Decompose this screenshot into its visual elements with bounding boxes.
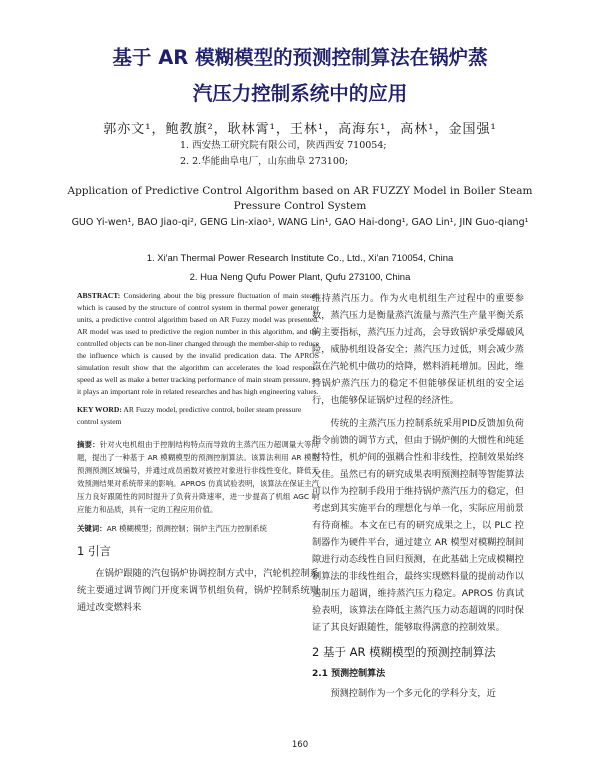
section-1-heading: 1 引言 — [77, 544, 111, 558]
authors-en: GUO Yi-wen¹, BAO Jiao-qi², GENG Lin-xiao¹, WANG Lin¹, GAO Hai-dong¹, GAO Lin¹, JIN Guo-qiang¹ — [71, 217, 529, 228]
section-1-paragraph: 在锅炉跟随的汽包锅炉协调控制方式中，汽轮机控制系统主要通过调节阀门开度来调节机组负荷，锅炉控制系统则通过改变燃料来 — [77, 568, 319, 613]
abstract-en — [77, 290, 319, 398]
paper-title-en: Application of Predictive Control Algorithm based on AR FUZZY Model in Boiler Steam Pressure Control System — [67, 185, 533, 212]
page-number: 160 — [291, 740, 309, 750]
keywords-en — [77, 404, 319, 428]
title-line-1: 基于 AR 模糊模型的预测控制算法在锅炉蒸 — [112, 46, 488, 69]
subsection-2-1-paragraph: 预测控制作为一个多元化的学科分支，近 — [330, 688, 496, 699]
keywords-cn-label: 关键词： — [77, 524, 107, 533]
affiliation-cn-2: 2. 2.华能曲阜电厂，山东曲阜 273100; — [180, 156, 349, 167]
right-column — [312, 290, 524, 702]
keywords-cn-text: AR 模糊模型；预测控制；锅炉主汽压力控制系统 — [106, 524, 267, 533]
affiliation-en-1: 1. Xi'an Thermal Power Research Institute Co., Ltd., Xi'an 710054, China — [146, 253, 454, 264]
affiliation-en-2: 2. Hua Neng Qufu Power Plant, Qufu 273100, China — [189, 272, 411, 283]
right-paragraph-2: 传统的主蒸汽压力控制系统采用PID反馈加负荷指令前馈的调节方式，但由于锅炉侧的大惯性和纯延时特性，机炉间的强耦合性和非线性，控制效果始终欠佳。虽然已有的研究成果表明预测控制等智能算法可以作为控制手段用于维持锅炉蒸汽压力的稳定，但考虑到其实施平台的理想化与单一化，实际应用前景有待商榷。本文在已有的研究成果之上，以 PLC 控制器作为硬件平台，通过建立 AR 模型对模糊控制间隙进行动态线性自回归预测，在此基础上完成模糊控制算法的非线性组合，最终实现燃料量的提前动作以遏制压力超调，维持蒸汽压力稳定。APROS 仿真试验表明，该算法在降低主蒸汽压力动态超调的同时保证了其良好跟随性，能够取得满意的控制效果。 — [312, 418, 524, 633]
abstract-cn-label: 摘要： — [77, 440, 100, 449]
left-column — [77, 290, 319, 616]
subsection-2-1-heading: 2.1 预测控制算法 — [312, 669, 386, 679]
section-2-heading: 2 基于 AR 模糊模型的预测控制算法 — [312, 645, 496, 659]
keywords-cn — [77, 522, 319, 535]
affiliation-cn-1: 1. 西安热工研究院有限公司，陕西西安 710054; — [180, 140, 387, 151]
keywords-en-label: KEY WORD: — [77, 405, 122, 414]
abstract-cn — [77, 438, 319, 516]
abstract-cn-text: 针对火电机组由于控制结构特点而导致的主蒸汽压力超调量大等问题，提出了一种基于 AR 模糊模型的预测控制算法。该算法利用 AR 模型预测预测区域编号，并通过成员函数对被控对象进行非线性变化，降低无效预测结果对系统带来的影响。APROS 仿真试验表明，该算法在保证主汽压力良好跟随性的同时提升了负荷升降速率，进一步提高了机组 AGC 响应能力和品质，具有一定的工程应用价值。 — [77, 440, 319, 514]
paper-title — [40, 40, 560, 112]
title-line-2: 汽压力控制系统中的应用 — [192, 82, 408, 105]
right-paragraph-1: 维持蒸汽压力。作为火电机组生产过程中的重要参数，蒸汽压力是衡量蒸汽流量与蒸汽生产量平衡关系的主要指标，蒸汽压力过高，会导致锅炉承受爆破风险，威胁机组设备安全；蒸汽压力过低，则会减少蒸汽在汽轮机中做功的焓降，燃料消耗增加。因此，维持锅炉蒸汽压力的稳定不但能够保证机组的安全运行，也能够保证锅炉过程的经济性。 — [312, 293, 524, 406]
abstract-en-label: ABSTRACT: — [77, 291, 121, 300]
authors-cn: 郭亦文¹，鲍教旗²，耿林霄¹，王林¹，高海东¹，高林¹，金国强¹ — [103, 122, 497, 137]
abstract-en-text: Considering about the big pressure fluctuation of main steam which is caused by the structure of control system in thermal power generator units, a predictive control algorithm based on AR Fuzzy model was presented. AR model was used to predictive the region number in this algorithm, and the controlled objects can be non-liner changed through the member-ship to reduce the influence which is caused by the invalid predication data. The APROS simulation result show that the algorithm can accelerates the load response speed as well as make a better tracking performance of main steam pressure, so it plays an important role in related researches and has high engineering values. — [77, 291, 319, 396]
keywords-en-text: AR Fuzzy model, predictive control, boiler steam pressure control system — [77, 405, 302, 426]
